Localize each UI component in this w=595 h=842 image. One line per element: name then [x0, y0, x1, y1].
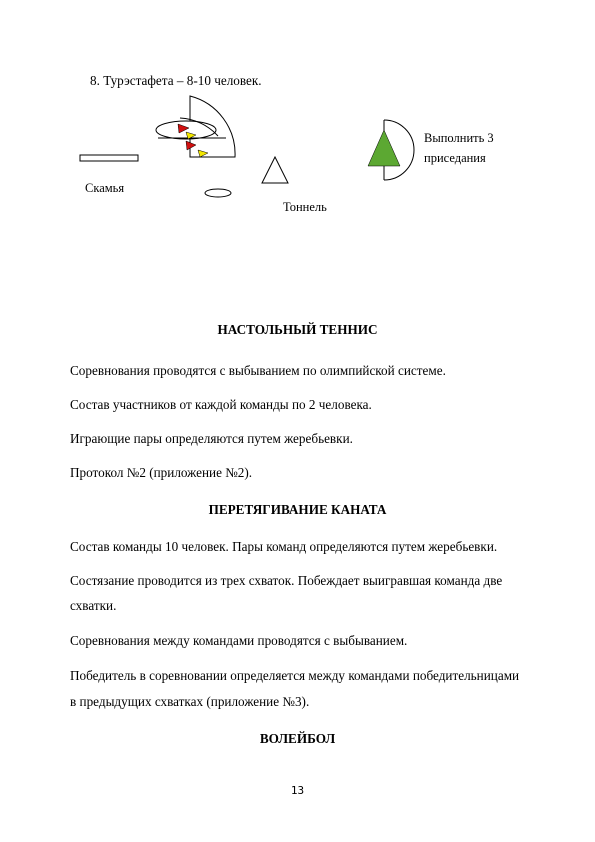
- paragraph: Протокол №2 (приложение №2).: [70, 465, 253, 480]
- exercise-label-line1: Выполнить 3: [424, 131, 494, 145]
- paragraph: Победитель в соревновании определяется между командами победительницами: [70, 668, 520, 683]
- section-heading-volleyball: ВОЛЕЙБОЛ: [259, 731, 336, 746]
- paragraph: Состав участников от каждой команды по 2 человека.: [70, 397, 372, 412]
- page-number: 13: [290, 784, 305, 797]
- tunnel-triangle: [262, 157, 288, 183]
- paragraph: Соревнования проводятся с выбыванием по олимпийской системе.: [70, 363, 446, 378]
- paragraph: Играющие пары определяются путем жеребьевки.: [70, 431, 353, 446]
- tunnel-label: Тоннель: [283, 200, 327, 214]
- paragraph: Соревнования между командами проводятся с выбыванием.: [70, 633, 408, 648]
- bench-shape: [80, 155, 138, 161]
- section-heading-tug-of-war: ПЕРЕТЯГИВАНИЕ КАНАТА: [208, 502, 387, 517]
- paragraph: в предыдущих схватках (приложение №3).: [70, 694, 310, 709]
- exercise-label-line2: приседания: [424, 151, 486, 165]
- bench-label: Скамья: [85, 181, 125, 195]
- paragraph: Состав команды 10 человек. Пары команд определяются путем жеребьевки.: [70, 539, 498, 554]
- ground-hoop-oval: [205, 189, 231, 197]
- paragraph: схватки.: [70, 598, 117, 613]
- green-triangle: [368, 130, 400, 166]
- paragraph: Состязание проводится из трех схваток. Побеждает выигравшая команда две: [70, 573, 503, 588]
- relay-item-label: 8. Турэстафета – 8-10 человек.: [90, 73, 262, 88]
- section-heading-table-tennis: НАСТОЛЬНЫЙ ТЕННИС: [217, 322, 378, 337]
- hoop-oval: [156, 121, 216, 139]
